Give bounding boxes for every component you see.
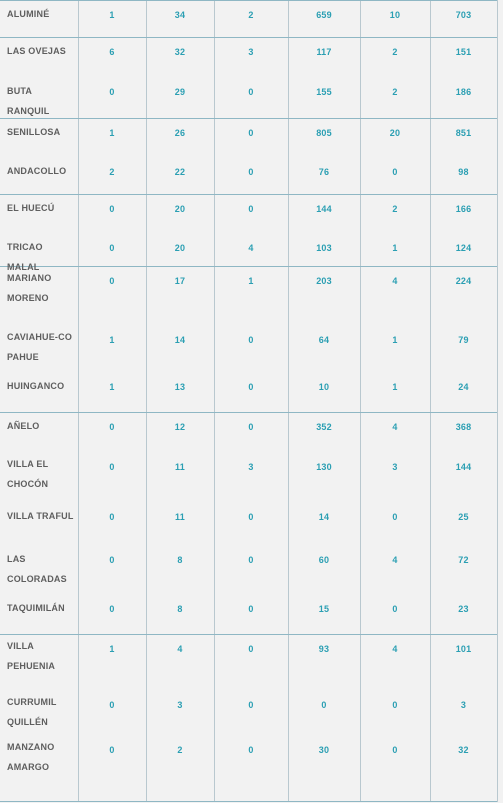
value-cell: 15 bbox=[318, 604, 330, 614]
value-cell: 124 bbox=[455, 243, 472, 253]
value-cell: 0 bbox=[248, 167, 254, 177]
value-cell: 1 bbox=[109, 644, 115, 654]
value-cell: 1 bbox=[109, 128, 115, 138]
value-cell: 76 bbox=[318, 167, 330, 177]
value-cell: 0 bbox=[248, 555, 254, 565]
value-cell: 32 bbox=[458, 745, 469, 755]
value-cell: 22 bbox=[174, 167, 186, 177]
value-cell: 3 bbox=[248, 47, 254, 57]
column-divider bbox=[360, 0, 361, 802]
row-name: VILLA TRAFUL bbox=[7, 511, 74, 521]
value-cell: 10 bbox=[389, 10, 401, 20]
value-cell: 659 bbox=[316, 10, 332, 20]
row-name: MANZANO AMARGO bbox=[7, 742, 55, 772]
value-cell: 186 bbox=[455, 87, 472, 97]
value-cell: 0 bbox=[248, 204, 254, 214]
row-name: CURRUMIL QUILLÉN bbox=[7, 697, 57, 727]
row-group-divider bbox=[0, 0, 497, 1]
value-cell: 0 bbox=[392, 167, 398, 177]
value-cell: 851 bbox=[455, 128, 472, 138]
value-cell: 3 bbox=[392, 462, 398, 472]
value-cell: 0 bbox=[248, 512, 254, 522]
value-cell: 0 bbox=[109, 422, 115, 432]
value-cell: 14 bbox=[174, 335, 186, 345]
value-cell: 0 bbox=[109, 604, 115, 614]
row-group-divider bbox=[0, 801, 497, 802]
value-cell: 2 bbox=[392, 47, 398, 57]
row-group-divider bbox=[0, 634, 497, 635]
value-cell: 0 bbox=[248, 128, 254, 138]
column-divider bbox=[288, 0, 289, 802]
value-cell: 0 bbox=[248, 382, 254, 392]
value-cell: 155 bbox=[316, 87, 332, 97]
value-cell: 29 bbox=[174, 87, 186, 97]
value-cell: 24 bbox=[458, 382, 469, 392]
row-name: SENILLOSA bbox=[7, 127, 61, 137]
value-cell: 79 bbox=[458, 335, 469, 345]
value-cell: 1 bbox=[109, 10, 115, 20]
value-cell: 103 bbox=[316, 243, 332, 253]
value-cell: 64 bbox=[318, 335, 330, 345]
value-cell: 1 bbox=[109, 335, 115, 345]
value-cell: 0 bbox=[109, 462, 115, 472]
value-cell: 203 bbox=[316, 276, 332, 286]
value-cell: 0 bbox=[109, 745, 115, 755]
row-group-divider bbox=[0, 37, 497, 38]
value-cell: 26 bbox=[174, 128, 186, 138]
value-cell: 0 bbox=[248, 700, 254, 710]
column-divider bbox=[430, 0, 431, 802]
value-cell: 0 bbox=[109, 243, 115, 253]
value-cell: 0 bbox=[109, 555, 115, 565]
row-name: BUTA RANQUIL bbox=[7, 86, 50, 116]
value-cell: 25 bbox=[458, 512, 469, 522]
value-cell: 30 bbox=[318, 745, 330, 755]
value-cell: 4 bbox=[392, 644, 398, 654]
value-cell: 4 bbox=[248, 243, 254, 253]
row-name: TRICAO MALAL bbox=[7, 242, 43, 272]
value-cell: 93 bbox=[318, 644, 330, 654]
value-cell: 703 bbox=[455, 10, 472, 20]
row-name: MARIANO MORENO bbox=[7, 273, 52, 303]
value-cell: 6 bbox=[109, 47, 115, 57]
value-cell: 20 bbox=[174, 243, 186, 253]
value-cell: 144 bbox=[316, 204, 332, 214]
value-cell: 101 bbox=[455, 644, 472, 654]
row-name: LAS OVEJAS bbox=[7, 46, 67, 56]
value-cell: 0 bbox=[248, 644, 254, 654]
row-name: TAQUIMILÁN bbox=[7, 603, 65, 613]
row-name: ALUMINÉ bbox=[7, 9, 50, 19]
column-divider bbox=[146, 0, 147, 802]
value-cell: 34 bbox=[174, 10, 186, 20]
value-cell: 11 bbox=[175, 462, 185, 472]
value-cell: 0 bbox=[109, 276, 115, 286]
value-cell: 72 bbox=[458, 555, 469, 565]
value-cell: 0 bbox=[109, 204, 115, 214]
value-cell: 368 bbox=[455, 422, 472, 432]
value-cell: 8 bbox=[177, 604, 183, 614]
value-cell: 17 bbox=[174, 276, 186, 286]
value-cell: 0 bbox=[109, 512, 115, 522]
value-cell: 2 bbox=[392, 204, 398, 214]
value-cell: 0 bbox=[392, 745, 398, 755]
value-cell: 23 bbox=[458, 604, 469, 614]
value-cell: 0 bbox=[248, 422, 254, 432]
value-cell: 1 bbox=[392, 243, 398, 253]
value-cell: 2 bbox=[248, 10, 254, 20]
value-cell: 0 bbox=[109, 87, 115, 97]
value-cell: 3 bbox=[177, 700, 183, 710]
row-name: CAVIAHUE-COPAHUE bbox=[7, 332, 73, 362]
value-cell: 4 bbox=[392, 276, 398, 286]
value-cell: 1 bbox=[248, 276, 254, 286]
value-cell: 166 bbox=[455, 204, 472, 214]
value-cell: 0 bbox=[392, 604, 398, 614]
value-cell: 0 bbox=[248, 87, 254, 97]
value-cell: 0 bbox=[248, 604, 254, 614]
value-cell: 0 bbox=[392, 512, 398, 522]
value-cell: 144 bbox=[455, 462, 472, 472]
row-name: EL HUECÚ bbox=[7, 203, 55, 213]
value-cell: 352 bbox=[316, 422, 332, 432]
value-cell: 151 bbox=[455, 47, 472, 57]
value-cell: 13 bbox=[174, 382, 186, 392]
value-cell: 0 bbox=[321, 700, 327, 710]
value-cell: 4 bbox=[177, 644, 183, 654]
value-cell: 32 bbox=[174, 47, 186, 57]
row-group-divider bbox=[0, 194, 497, 195]
value-cell: 224 bbox=[455, 276, 472, 286]
value-cell: 3 bbox=[248, 462, 254, 472]
row-name: HUINGANCO bbox=[7, 381, 65, 391]
value-cell: 20 bbox=[174, 204, 186, 214]
value-cell: 3 bbox=[460, 700, 467, 710]
value-cell: 12 bbox=[174, 422, 186, 432]
value-cell: 20 bbox=[389, 128, 401, 138]
value-cell: 1 bbox=[109, 382, 115, 392]
value-cell: 4 bbox=[392, 555, 398, 565]
row-name: VILLA EL CHOCÓN bbox=[7, 459, 49, 489]
row-group-divider bbox=[0, 412, 497, 413]
value-cell: 130 bbox=[316, 462, 332, 472]
value-cell: 14 bbox=[318, 512, 330, 522]
value-cell: 0 bbox=[248, 335, 254, 345]
value-cell: 2 bbox=[177, 745, 183, 755]
value-cell: 8 bbox=[177, 555, 183, 565]
value-cell: 60 bbox=[318, 555, 330, 565]
value-cell: 0 bbox=[248, 745, 254, 755]
value-cell: 2 bbox=[109, 167, 115, 177]
value-cell: 11 bbox=[175, 512, 185, 522]
value-cell: 805 bbox=[316, 128, 332, 138]
value-cell: 1 bbox=[392, 382, 398, 392]
row-name: AÑELO bbox=[7, 421, 40, 431]
column-divider bbox=[214, 0, 215, 802]
column-divider bbox=[497, 0, 498, 802]
column-divider bbox=[78, 0, 79, 802]
row-name: LAS COLORADAS bbox=[7, 554, 67, 584]
value-cell: 2 bbox=[392, 87, 398, 97]
row-name: ANDACOLLO bbox=[7, 166, 67, 176]
value-cell: 4 bbox=[392, 422, 398, 432]
row-name: VILLA PEHUENIA bbox=[7, 641, 56, 671]
value-cell: 1 bbox=[392, 335, 398, 345]
value-cell: 0 bbox=[109, 700, 115, 710]
value-cell: 98 bbox=[458, 167, 469, 177]
value-cell: 117 bbox=[316, 47, 332, 57]
value-cell: 10 bbox=[318, 382, 330, 392]
value-cell: 0 bbox=[392, 700, 398, 710]
